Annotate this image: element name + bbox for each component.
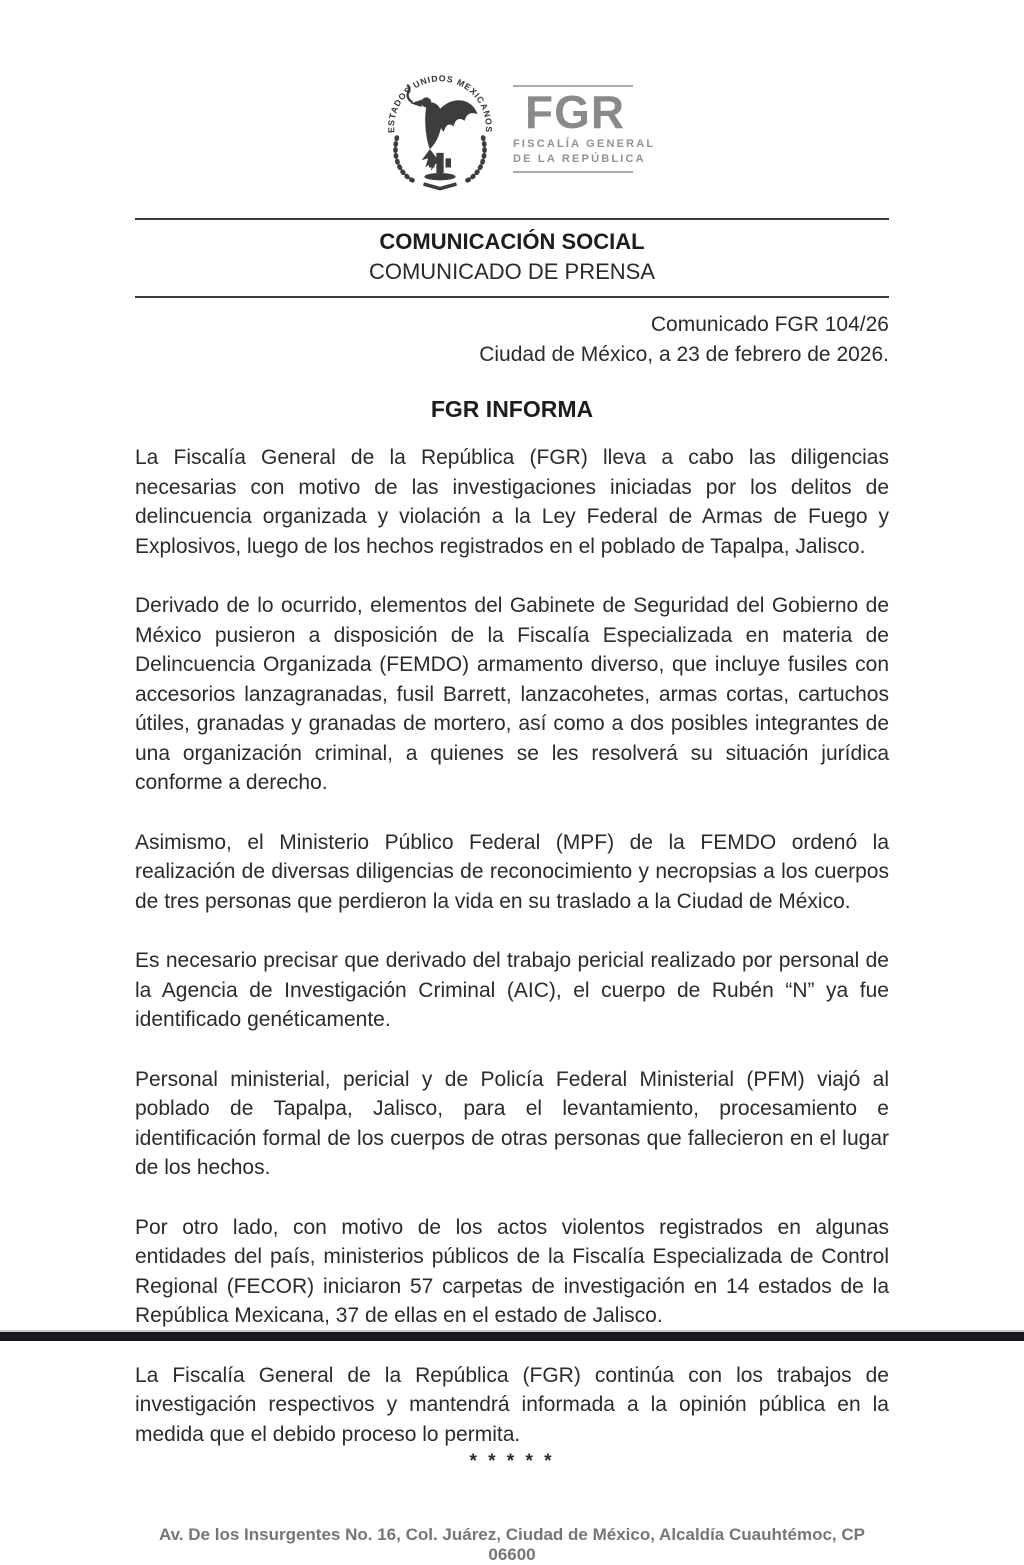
header-title: COMUNICACIÓN SOCIAL bbox=[379, 229, 645, 254]
header-subtitle: COMUNICADO DE PRENSA bbox=[368, 259, 656, 284]
eagle-emblem bbox=[395, 85, 484, 189]
release-dateline: Ciudad de México, a 23 de febrero de 2026. bbox=[479, 343, 889, 366]
paragraph-4: Es necesario precisar que derivado del trabajo pericial realizado por personal de la Agencia de Investigación Criminal (AIC), el cuerpo de Rubén “N” ya fue identificado genéticamente. bbox=[135, 949, 889, 1031]
seal-circular-text: ESTADOS UNIDOS MEXICANOS bbox=[386, 73, 494, 134]
paragraph-5: Personal ministerial, pericial y de Policía Federal Ministerial (PFM) viajó al poblado de Tapalpa, Jalisco, para el levantamiento, procesamiento e identificación formal de los cuerpos de otras personas que fallecieron en el lugar de los hechos. bbox=[135, 1067, 889, 1179]
header-bottom-rule bbox=[135, 296, 889, 298]
fgr-brand-name: FGR bbox=[525, 85, 626, 138]
fgr-logo bbox=[135, 64, 889, 194]
release-number: Comunicado FGR 104/26 bbox=[650, 313, 889, 336]
footer-address: Av. De los Insurgentes No. 16, Col. Juárez, Ciudad de México, Alcaldía Cuauhtémoc, CP 06600 bbox=[159, 1525, 865, 1564]
paragraph-7: La Fiscalía General de la República (FGR) continúa con los trabajos de investigación respectivos y mantendrá informada a la opinión pública en la medida que el debido proceso lo permita. bbox=[135, 1363, 889, 1446]
fgr-brand-subtitle-2: DE LA REPÚBLICA bbox=[513, 152, 646, 165]
paragraph-6: Por otro lado, con motivo de los actos violentos registrados en algunas entidades del país, ministerios públicos de la Fiscalía Especializada de Control Regional (FECOR) iniciaron 57 carpetas de investigación en 14 estados de la República Mexicana, 37 de ellas en el estado de Jalisco. bbox=[135, 1215, 889, 1327]
paragraph-2: Derivado de lo ocurrido, elementos del Gabinete de Seguridad del Gobierno de México pusieron a disposición de la Fiscalía Especializada en materia de Delincuencia Organizada (FEMDO) armamento diverso, que incluye fusiles con accesorios lanzagranadas, fusil Barrett, lanzacohetes, armas cortas, cartuchos útiles, granadas y granadas de mortero, así como a dos posibles integrantes de una organización criminal, a quienes se les resolverá su situación jurídica conforme a derecho. bbox=[135, 594, 889, 794]
paragraph-1: La Fiscalía General de la República (FGR) lleva a cabo las diligencias necesarias con motivo de las investigaciones iniciadas por los delitos de delincuencia organizada y violación a la Ley Federal de Armas de Fuego y Explosivos, luego de los hechos registrados en el poblado de Tapalpa, Jalisco. bbox=[135, 446, 889, 558]
mexican-coat-of-arms-icon bbox=[385, 65, 495, 193]
bottom-bar bbox=[0, 1330, 1024, 1341]
release-meta bbox=[135, 310, 889, 370]
fgr-brand-block bbox=[511, 85, 656, 174]
brand-bottom-rule bbox=[513, 171, 633, 173]
fgr-brand-subtitle-1: FISCALÍA GENERAL bbox=[513, 137, 656, 150]
paragraph-3: Asimismo, el Ministerio Público Federal (MPF) de la FEMDO ordenó la realización de diversas diligencias de reconocimiento y necropsias a los cuerpos de tres personas que perdieron la vida en su traslado a la Ciudad de México. bbox=[135, 830, 889, 913]
header-titles bbox=[135, 220, 889, 296]
body-heading: FGR INFORMA bbox=[430, 396, 594, 422]
asterisk-separator: * * * * * bbox=[469, 1451, 555, 1472]
body-paragraphs bbox=[135, 443, 889, 1449]
